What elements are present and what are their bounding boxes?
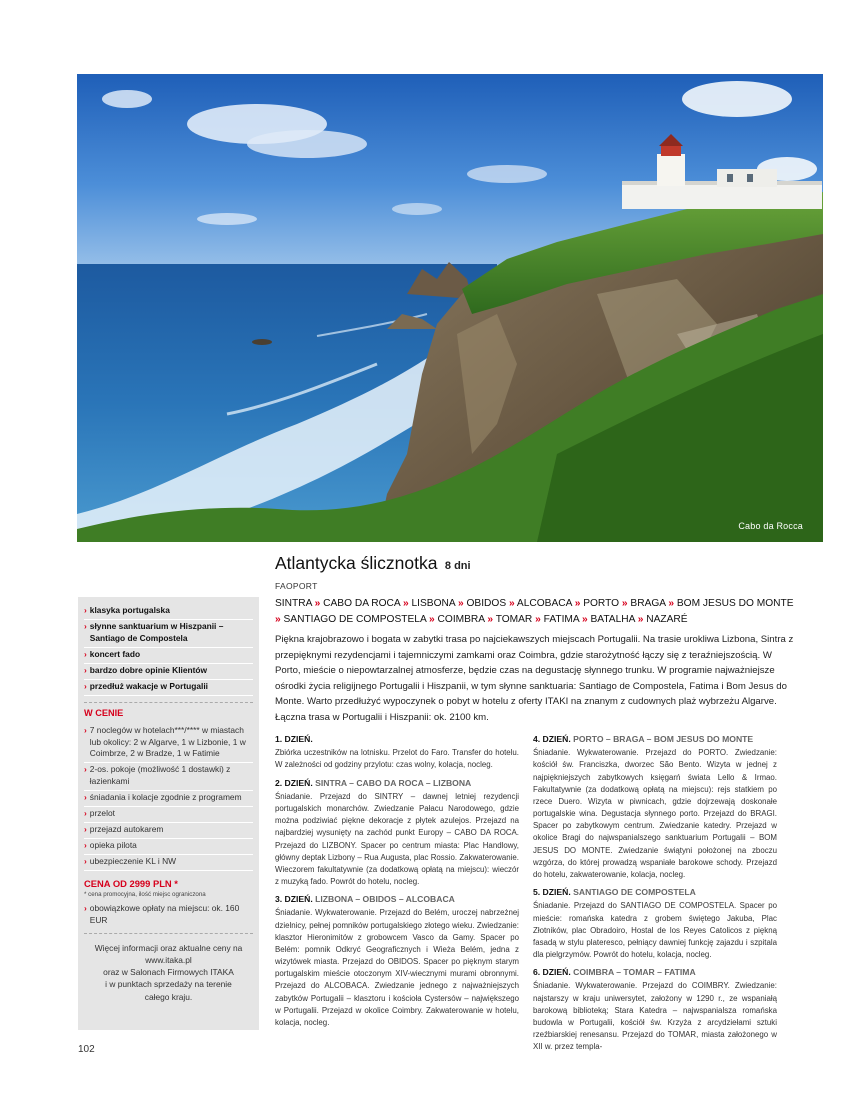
cliff-landscape-image	[77, 74, 823, 542]
price-label: CENA OD 2999 PLN *	[84, 877, 178, 889]
chevron-icon: ›	[84, 808, 87, 819]
day-heading	[275, 777, 519, 790]
day-route: SINTRA – CABO DA ROCA – LIZBONA	[315, 777, 472, 788]
route-stop: LISBONA	[411, 598, 456, 609]
day-text: Śniadanie. Wykwaterowanie. Przejazd do Belém, uroczej nabrzeżnej dzielnicy, pełnej pomników portugalskiego złotego wieku. Zwiedzanie: klasztor Hieronimitów z grobowcem Vasco da Gamy. Spacer po Belém: pomnik Odkryć Geograficznych i Wieża Belém, jedna z wizytówek miasta. Przejazd do OBIDOS. Spacer po pięknym starym portugalskim mieście otoczonym XIV-wiecznymi murami obronnymi. Przejazd do ALCOBACA. Zwiedzanie jednego z najważniejszych zabytków Portugalii – klasztoru i kościoła Cystersów – największego w Portugalii. Przejazd w okolice Coimbry. Zakwaterowanie w hotelu, kolacja, nocleg.	[275, 908, 519, 1027]
chevron-icon: ›	[84, 764, 87, 775]
route-stop: BATALHA	[590, 614, 635, 626]
route-separator: »	[275, 614, 281, 626]
day-heading	[533, 733, 777, 746]
day-number: 6. DZIEŃ.	[533, 967, 571, 978]
fee-item	[84, 903, 253, 927]
highlight-item	[84, 680, 253, 696]
route-separator: »	[581, 614, 588, 626]
trip-duration: 8 dni	[444, 560, 471, 572]
day-block	[533, 733, 777, 881]
route-stop: BRAGA	[630, 598, 666, 609]
included-item-text: przelot	[89, 808, 115, 819]
chevron-icon: ›	[84, 664, 87, 675]
included-item	[84, 839, 253, 855]
route-stop: PORTO	[583, 598, 620, 609]
trip-name: Atlantycka ślicznotka	[275, 553, 438, 573]
included-item-text: 7 noclegów w hotelach***/**** w miastach lub okolicy: 2 w Algarve, 1 w Lizbonie, 1 w Coimbrze, 2 w Bradze, 1 w Fatimie	[89, 724, 246, 759]
included-item-text: ubezpieczenie KL i NW	[89, 855, 177, 866]
intro-text: Piękna krajobrazowo i bogata w zabytki trasa po najciekawszych miejscach Portugalii. Na trasie urokliwa Lizbona, Sintra z przepięknymi rezydencjami i tajemniczymi zamkami oraz Coimbra, gdzie starożytność łączy się z teraźniejszością. W Porto, mieście o niepowtarzalnej atmosferze, będzie czas na degustację słynnego trunku. W programie najważniejsze ośrodki życia religijnego Portugalii i Hiszpanii, w tym słynne sanktuaria: Santiago de Compostela, Fatima i Bom Jesus do Monte. Warto przedłużyć wypoczynek o pobyt w hotelu z oferty ITAKI na znanym z cudownych plaż wybrzeżu Algarve. Łączna trasa w Portugalii i Hiszpanii: ok. 2100 km.	[275, 634, 794, 723]
day-block	[533, 886, 777, 961]
divider	[84, 933, 253, 934]
day-route: PORTO – BRAGA – BOM JESUS DO MONTE	[573, 734, 754, 744]
highlight-item	[84, 604, 253, 620]
chevron-icon: ›	[84, 724, 87, 735]
chevron-icon: ›	[84, 605, 87, 615]
route-separator: »	[429, 614, 435, 626]
route-stop: SANTIAGO DE COMPOSTELA	[283, 614, 427, 626]
day-number: 3. DZIEŃ.	[275, 894, 313, 905]
included-heading: W CENIE	[84, 707, 124, 718]
route-stop: SINTRA	[275, 598, 312, 609]
day-route: COIMBRA – TOMAR – FATIMA	[573, 967, 696, 978]
day-text: Śniadanie. Przejazd do SINTRY – dawnej letniej rezydencji portugalskich monarchów. Zwiedzanie Pałacu Narodowego, gdzie można podziwiać piękne dekoracje z płytek azulejos. Przejazd na najbardziej wysunięty na zachód punkt Europy – CABO DA ROCA. Przejazd do LIZBONY. Spacer po centrum miasta: Plac Handlowy, główny deptak Lizbony – Rua Augusta, plac Rossio. Zakwaterowanie. Wieczorem fakultatywnie (za dodatkową opłatą na miejscu): wieczór z muzyką fado. Powrót do hotelu, nocleg.	[275, 791, 519, 887]
included-item	[84, 763, 253, 791]
included-item-text: opieka pilota	[89, 839, 137, 850]
route-separator: »	[668, 598, 675, 609]
chevron-icon: ›	[84, 680, 87, 691]
divider	[84, 702, 253, 703]
day-block	[533, 966, 777, 1053]
day-text: Śniadanie. Przejazd do SANTIAGO DE COMPOSTELA. Spacer po mieście: romańska katedra z grobem świętego Jakuba, Plac Złotników, plac Obradoiro, Hostal de los Reyes Catolicos z piękną fasadą w stylu plateresco, pełniący dawniej funkcję zajazdu i szpitala dla pielgrzymów. Powrót do hotelu, kolacja, nocleg.	[533, 901, 777, 960]
sidebar-box	[78, 597, 259, 1030]
day-number: 5. DZIEŃ.	[533, 887, 571, 898]
highlight-item	[84, 620, 253, 648]
route-separator: »	[403, 598, 409, 609]
highlight-item-text: klasyka portugalska	[89, 605, 170, 615]
highlight-item-text: bardzo dobre opinie Klientów	[89, 664, 208, 675]
day-number: 4. DZIEŃ.	[533, 734, 571, 744]
more-info-line: oraz w Salonach Firmowych ITAKA	[103, 967, 234, 978]
chevron-icon: ›	[84, 839, 87, 850]
chevron-icon: ›	[84, 902, 87, 913]
trip-title	[275, 553, 471, 574]
day-number: 2. DZIEŃ.	[275, 777, 313, 788]
chevron-icon: ›	[84, 648, 87, 659]
included-item	[84, 791, 253, 807]
chevron-icon: ›	[84, 824, 87, 835]
highlight-item	[84, 648, 253, 664]
route-separator: »	[637, 614, 644, 626]
more-info-line: całego kraju.	[144, 991, 193, 1002]
included-item-text: 2-os. pokoje (możliwość 1 dostawki) z łazienkami	[89, 764, 231, 787]
route-stop: BOM JESUS DO MONTE	[676, 598, 794, 609]
included-item-text: przejazd autokarem	[89, 824, 164, 835]
day-text: Zbiórka uczestników na lotnisku. Przelot do Faro. Transfer do hotelu. W zależności od godziny przylotu: czas wolny, kolacja, nocleg.	[275, 748, 519, 770]
day-heading	[275, 893, 519, 906]
route-separator: »	[535, 614, 541, 626]
day-block	[275, 893, 519, 1029]
day-heading	[533, 966, 777, 979]
day-heading	[275, 733, 519, 746]
day-block	[275, 777, 519, 889]
included-item	[84, 855, 253, 871]
price-note: * cena promocyjna, ilość miejsc ograniczona	[84, 891, 206, 899]
more-info-line: i w punktach sprzedaży na terenie	[105, 979, 232, 990]
route-stop: COIMBRA	[437, 614, 485, 626]
route-stop: CABO DA ROCA	[323, 598, 401, 609]
highlight-item-text: przedłuż wakacje w Portugalii	[89, 680, 209, 691]
itinerary-column-right	[533, 733, 777, 1058]
day-block	[275, 733, 519, 772]
chevron-icon: ›	[84, 855, 87, 866]
route-separator: »	[574, 598, 581, 609]
route-separator: »	[487, 614, 494, 626]
more-info-line: Więcej informacji oraz aktualne ceny na	[94, 942, 243, 953]
trip-code: FAOPORT	[275, 581, 318, 591]
more-info	[84, 942, 253, 1003]
highlight-item-text: koncert fado	[89, 648, 141, 659]
included-item	[84, 823, 253, 839]
day-number: 1. DZIEŃ.	[275, 734, 313, 744]
hero-photo	[77, 74, 823, 542]
highlight-item	[84, 664, 253, 680]
included-item-text: śniadania i kolacje zgodnie z programem	[89, 792, 242, 803]
route-stop: TOMAR	[495, 614, 533, 626]
highlights-list	[84, 604, 253, 696]
route-separator: »	[508, 598, 515, 609]
day-heading	[533, 886, 777, 899]
included-item	[84, 724, 253, 764]
route-list	[275, 596, 795, 628]
route-separator: »	[621, 598, 628, 609]
chevron-icon: ›	[84, 620, 87, 631]
itinerary-column-left	[275, 733, 519, 1034]
fee-list	[84, 903, 253, 927]
route-stop: ALCOBACA	[516, 598, 572, 609]
included-list	[84, 724, 253, 871]
day-text: Śniadanie. Wykwaterowanie. Przejazd do PORTO. Zwiedzanie: kościół św. Franciszka, dworzec São Bento. Wizyta w jednej z najpiękniejszych zabytkowych księgarń świata Lello & Irmao. Fakultatywnie (za dodatkową opłatą na miejscu): rejs statkiem po rzece Duero. Wizyta w piwnicach, gdzie dojrzewają doskonałe portugalskie wina. Degustacja słynnego porto. Przejazd do BRAGI. Spacer po zabytkowym centrum. Zwiedzanie katedry. Przejazd w okolice Bragi do najwspanialszego sanktuarium Portugalii – BOM JESUS DO MONTE. Zwiedzanie świątyni położonej na zboczu wzgórza, do której prowadzą wspaniałe barokowe schody. Przejazd do hotelu, zakwaterowanie, kolacja, nocleg.	[533, 748, 777, 879]
page-number: 102	[78, 1044, 95, 1055]
day-route: SANTIAGO DE COMPOSTELA	[573, 887, 696, 898]
day-text: Śniadanie. Wykwaterowanie. Przejazd do COIMBRY. Zwiedzanie: najstarszy w kraju uniwersytet, założony w 1290 r., ze wspaniałą barokową biblioteką; Stara Katedra – najwspanialsza romańska budowla w Portugalii, kościół św. Krzyża z arcydziełami sztuki rzeźbiarskiej renesansu. Przejazd do TOMAR, miasta założonego w XII w. przez templa-	[533, 981, 777, 1052]
route-stop: NAZARÉ	[646, 614, 688, 626]
fee-text: obowiązkowe opłaty na miejscu: ok. 160 EUR	[89, 902, 240, 925]
route-separator: »	[314, 598, 321, 609]
more-info-line: www.itaka.pl	[145, 954, 192, 965]
route-stop: OBIDOS	[466, 598, 507, 609]
photo-caption: Cabo da Rocca	[738, 521, 803, 531]
route-separator: »	[457, 598, 464, 609]
route-stop: FATIMA	[543, 614, 580, 626]
day-route: LIZBONA – OBIDOS – ALCOBACA	[315, 894, 455, 905]
chevron-icon: ›	[84, 792, 87, 803]
highlight-item-text: słynne sanktuarium w Hiszpanii – Santiago de Compostela	[89, 620, 224, 643]
included-item	[84, 807, 253, 823]
